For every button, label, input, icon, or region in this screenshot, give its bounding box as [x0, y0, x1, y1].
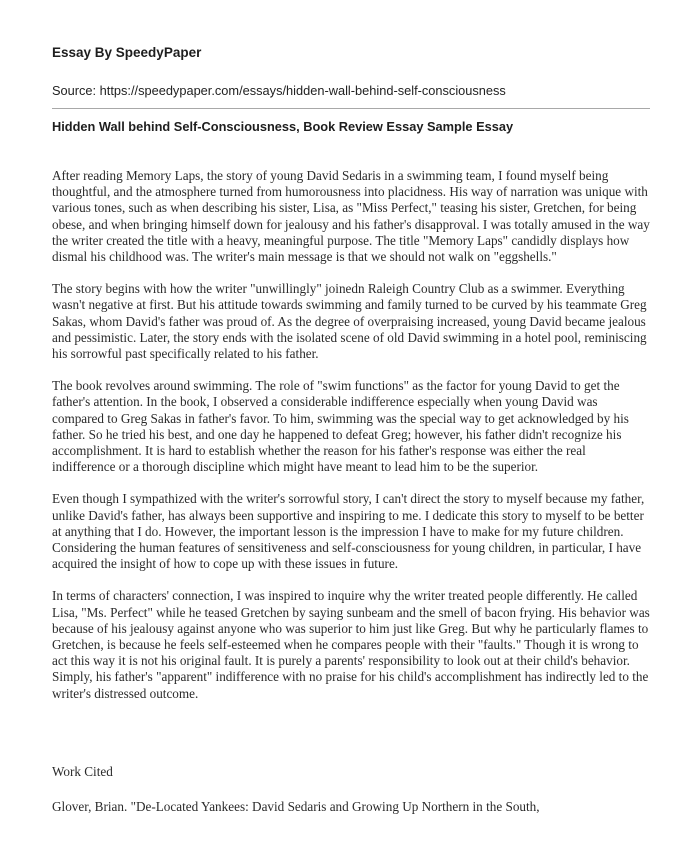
- site-header-title: Essay By SpeedyPaper: [52, 45, 202, 60]
- essay-paragraph: The story begins with how the writer "unwillingly" joinedn Raleigh Country Club as a swimmer. Everything wasn't negative at first. But his attitude towards swimming and family turned to be curved by his teammate Greg Sakas, whom David's father was proud of. As the degree of overpraising increased, young David became jealous and pessimistic. Later, the story ends with the isolated scene of old David swimming in a hotel pool, reminiscing his sorrowful past specifically related to his father.: [52, 281, 647, 362]
- works-cited-heading: Work Cited: [52, 764, 113, 779]
- source-line: Source: https://speedypaper.com/essays/hidden-wall-behind-self-consciousness: [52, 83, 506, 98]
- essay-paragraph: The book revolves around swimming. The role of "swim functions" as the factor for young David to get the father's attention. In the book, I observed a considerable indifference especially when young David was compared to Greg Sakas in father's favor. To him, swimming was the special way to get acknowledged by his father. So he tried his best, and one day he happened to defeat Greg; however, his father didn't recognize his accomplishment. It is hard to establish whether the reason for his father's response was either the real indifference or a thorough discipline which might have meant to lead him to be the superior.: [52, 378, 629, 475]
- citation-entry: Glover, Brian. "De-Located Yankees: David Sedaris and Growing Up Northern in the South,: [52, 799, 540, 814]
- essay-body: [52, 168, 652, 718]
- essay-paragraph: After reading Memory Laps, the story of young David Sedaris in a swimming team, I found myself being thoughtful, and the atmosphere turned from humorousness into placidness. His way of narration was unique with various tones, such as when describing his sister, Lisa, as "Miss Perfect," teasing his sister, Gretchen, for being obese, and when bringing himself down for jealousy and his father's disapproval. I was totally amused in the way the writer created the title with a heavy, meaningful purpose. The title "Memory Laps" candidly displays how dismal his childhood was. The writer's main message is that we should not walk on "eggshells.": [52, 168, 650, 265]
- header-divider: [52, 108, 650, 109]
- essay-title: Hidden Wall behind Self-Consciousness, Book Review Essay Sample Essay: [52, 119, 514, 134]
- essay-paragraph: Even though I sympathized with the writer's sorrowful story, I can't direct the story to myself because my father, unlike David's father, has always been supportive and inspiring to me. I dedicate this story to myself to be better at anything that I do. However, the important lesson is the impression I have to make for my future children. Considering the human features of sensitiveness and self-consciousness for young children, in particular, I have acquired the insight of how to cope up with these issues in future.: [52, 491, 645, 572]
- essay-paragraph: In terms of characters' connection, I was inspired to inquire why the writer treated people differently. He called Lisa, "Ms. Perfect" while he teased Gretchen by saying sunbeam and the smell of bacon frying. His behavior was because of his jealousy against anyone who was superior to him just like Greg. But why he particularly flames to Gretchen, is because he feels self-esteemed when he compares people with their "faults." Though it is wrong to act this way it is not his original fault. It is purely a parents' responsibility to look out at their child's behavior. Simply, his father's "apparent" indifference with no praise for his child's accomplishment has indirectly led to the writer's distressed outcome.: [52, 588, 650, 701]
